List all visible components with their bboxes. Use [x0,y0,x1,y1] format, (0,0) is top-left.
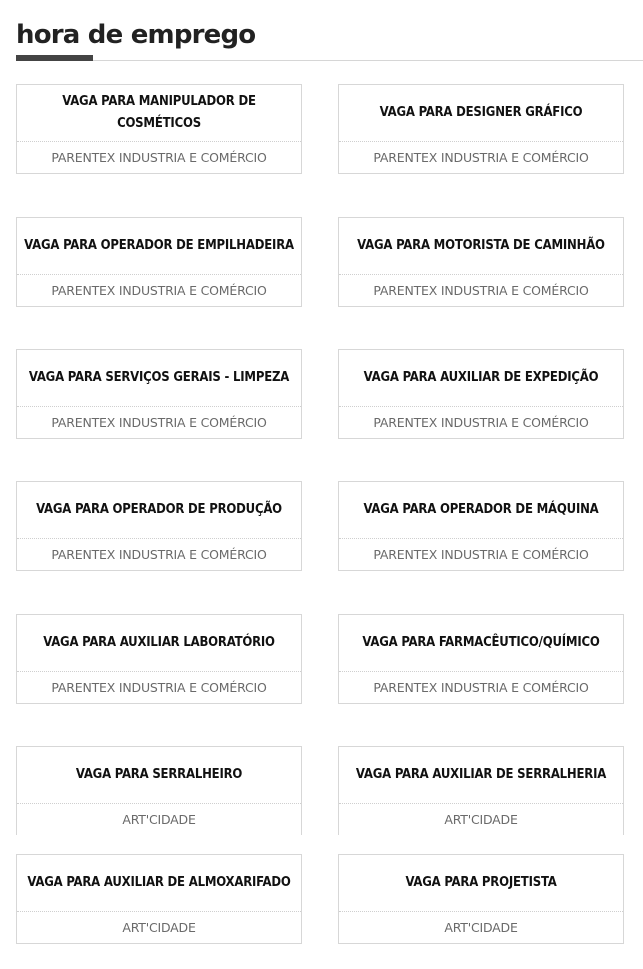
job-card[interactable] [338,746,624,835]
job-company: PARENTEX INDUSTRIA E COMÉRCIO [339,406,623,438]
job-company: PARENTEX INDUSTRIA E COMÉRCIO [17,274,301,306]
job-title[interactable]: VAGA PARA AUXILIAR DE ALMOXARIFADO [27,875,291,890]
job-title[interactable]: VAGA PARA PROJETISTA [405,875,557,890]
job-card[interactable] [16,84,302,174]
job-title[interactable]: VAGA PARA AUXILIAR LABORATÓRIO [43,635,275,650]
job-card[interactable] [16,746,302,835]
job-title[interactable]: VAGA PARA OPERADOR DE MÁQUINA [363,502,599,517]
job-company: PARENTEX INDUSTRIA E COMÉRCIO [339,538,623,570]
job-company: ART'CIDADE [339,911,623,943]
job-card[interactable] [16,481,302,571]
job-card[interactable] [338,349,624,439]
job-company: PARENTEX INDUSTRIA E COMÉRCIO [17,406,301,438]
job-title[interactable]: VAGA PARA SERRALHEIRO [75,767,243,782]
job-card[interactable] [16,854,302,944]
job-title[interactable]: VAGA PARA SERVIÇOS GERAIS - LIMPEZA [28,370,290,385]
job-card[interactable] [16,614,302,704]
job-title[interactable]: VAGA PARA OPERADOR DE EMPILHADEIRA [24,238,294,253]
job-title[interactable]: VAGA PARA MANIPULADOR DE COSMÉTICOS [62,94,256,131]
job-card[interactable] [16,217,302,307]
job-company: PARENTEX INDUSTRIA E COMÉRCIO [17,538,301,570]
job-title[interactable]: VAGA PARA FARMACÊUTICO/QUÍMICO [362,635,600,650]
job-title[interactable]: VAGA PARA AUXILIAR DE EXPEDIÇÃO [363,370,599,385]
header-divider [16,60,643,61]
job-card[interactable] [338,217,624,307]
job-card[interactable] [338,854,624,944]
header-accent-bar [16,55,93,61]
job-company: PARENTEX INDUSTRIA E COMÉRCIO [339,274,623,306]
job-title[interactable]: VAGA PARA OPERADOR DE PRODUÇÃO [36,502,282,517]
job-company: ART'CIDADE [339,803,623,835]
job-company: PARENTEX INDUSTRIA E COMÉRCIO [339,671,623,703]
job-title[interactable]: VAGA PARA AUXILIAR DE SERRALHERIA [355,767,607,782]
job-card[interactable] [16,349,302,439]
job-company: PARENTEX INDUSTRIA E COMÉRCIO [17,671,301,703]
job-title[interactable]: VAGA PARA DESIGNER GRÁFICO [379,105,583,120]
job-company: PARENTEX INDUSTRIA E COMÉRCIO [339,141,623,173]
job-card[interactable] [338,481,624,571]
job-card[interactable] [338,614,624,704]
section-header [16,14,643,62]
job-company: ART'CIDADE [17,803,301,835]
job-company: ART'CIDADE [17,911,301,943]
job-card[interactable] [338,84,624,174]
section-title: hora de emprego [16,20,256,50]
job-title[interactable]: VAGA PARA MOTORISTA DE CAMINHÃO [357,238,605,253]
job-company: PARENTEX INDUSTRIA E COMÉRCIO [17,141,301,173]
